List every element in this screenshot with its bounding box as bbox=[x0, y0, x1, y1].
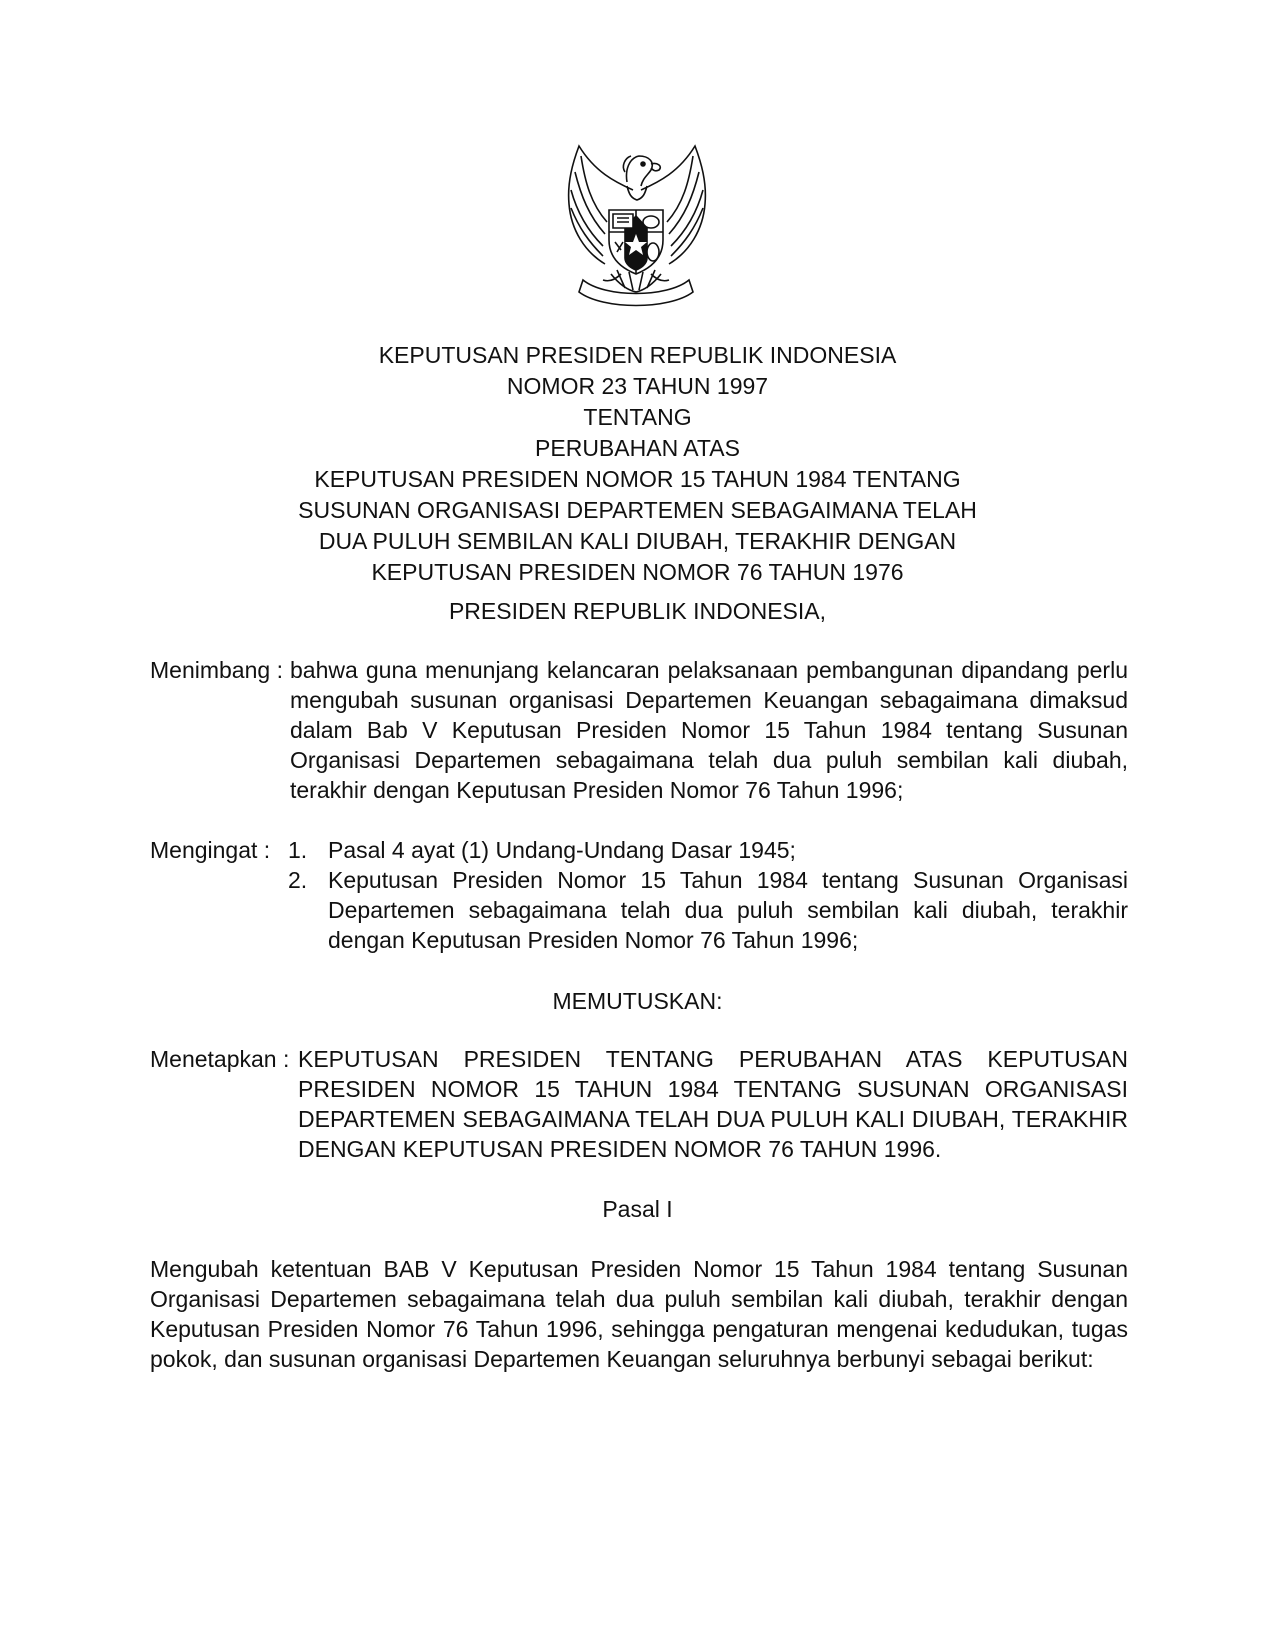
pasal-body-text: Mengubah ketentuan BAB V Keputusan Presiden Nomor 15 Tahun 1984 tentang Susunan Organisasi Departemen sebagaimana telah dua puluh sembilan kali diubah, terakhir dengan Keputusan Presiden Nomor 76 Tahun 1996, sehingga pengaturan mengenai kedudukan, tugas pokok, dan susunan organisasi Departemen Keuangan seluruhnya berbunyi sebagai berikut: bbox=[150, 1256, 1128, 1372]
list-item-text: Pasal 4 ayat (1) Undang-Undang Dasar 1945; bbox=[328, 837, 796, 863]
list-item-number: 1. bbox=[288, 837, 308, 863]
title-line: NOMOR 23 TAHUN 1997 bbox=[506, 373, 769, 399]
title-line: PERUBAHAN ATAS bbox=[535, 435, 740, 461]
title-line: KEPUTUSAN PRESIDEN NOMOR 15 TAHUN 1984 TENTANG bbox=[314, 466, 961, 492]
title-line: TENTANG bbox=[583, 404, 692, 430]
memutuskan-heading: MEMUTUSKAN: bbox=[552, 988, 723, 1014]
garuda-pancasila-emblem bbox=[555, 142, 717, 310]
menetapkan-label: Menetapkan : bbox=[150, 1046, 290, 1072]
document-title bbox=[200, 340, 1075, 588]
president-heading: PRESIDEN REPUBLIK INDONESIA, bbox=[448, 598, 827, 624]
title-line: DUA PULUH SEMBILAN KALI DIUBAH, TERAKHIR DENGAN bbox=[318, 528, 957, 554]
menetapkan-section bbox=[150, 1044, 1128, 1164]
pasal-heading: Pasal I bbox=[602, 1196, 673, 1222]
title-line: SUSUNAN ORGANISASI DEPARTEMEN SEBAGAIMANA TELAH bbox=[298, 497, 977, 523]
list-item-number: 2. bbox=[288, 867, 308, 893]
menimbang-label: Menimbang : bbox=[150, 657, 283, 683]
menetapkan-text: KEPUTUSAN PRESIDEN TENTANG PERUBAHAN ATAS KEPUTUSAN PRESIDEN NOMOR 15 TAHUN 1984 TENTANG SUSUNAN ORGANISASI DEPARTEMEN SEBAGAIMANA TELAH DUA PULUH KALI DIUBAH, TERAKHIR DENGAN KEPUTUSAN PRESIDEN NOMOR 76 TAHUN 1996. bbox=[298, 1046, 1128, 1162]
mengingat-label: Mengingat : bbox=[150, 837, 271, 863]
menimbang-text: bahwa guna menunjang kelancaran pelaksanaan pembangunan dipandang perlu mengubah susunan organisasi Departemen Keuangan sebagaimana dimaksud dalam Bab V Keputusan Presiden Nomor 15 Tahun 1984 tentang Susunan Organisasi Departemen sebagaimana telah dua puluh sembilan kali diubah, terakhir dengan Keputusan Presiden Nomor 76 Tahun 1996; bbox=[290, 657, 1128, 803]
mengingat-section bbox=[150, 835, 1128, 955]
title-line: KEPUTUSAN PRESIDEN NOMOR 76 TAHUN 1976 bbox=[371, 559, 904, 585]
title-line: KEPUTUSAN PRESIDEN REPUBLIK INDONESIA bbox=[378, 342, 897, 368]
list-item-text: Keputusan Presiden Nomor 15 Tahun 1984 tentang Susunan Organisasi Departemen sebagaimana telah dua puluh sembilan kali diubah, terakhir dengan Keputusan Presiden Nomor 76 Tahun 1996; bbox=[328, 867, 1128, 953]
menimbang-section bbox=[150, 655, 1128, 805]
